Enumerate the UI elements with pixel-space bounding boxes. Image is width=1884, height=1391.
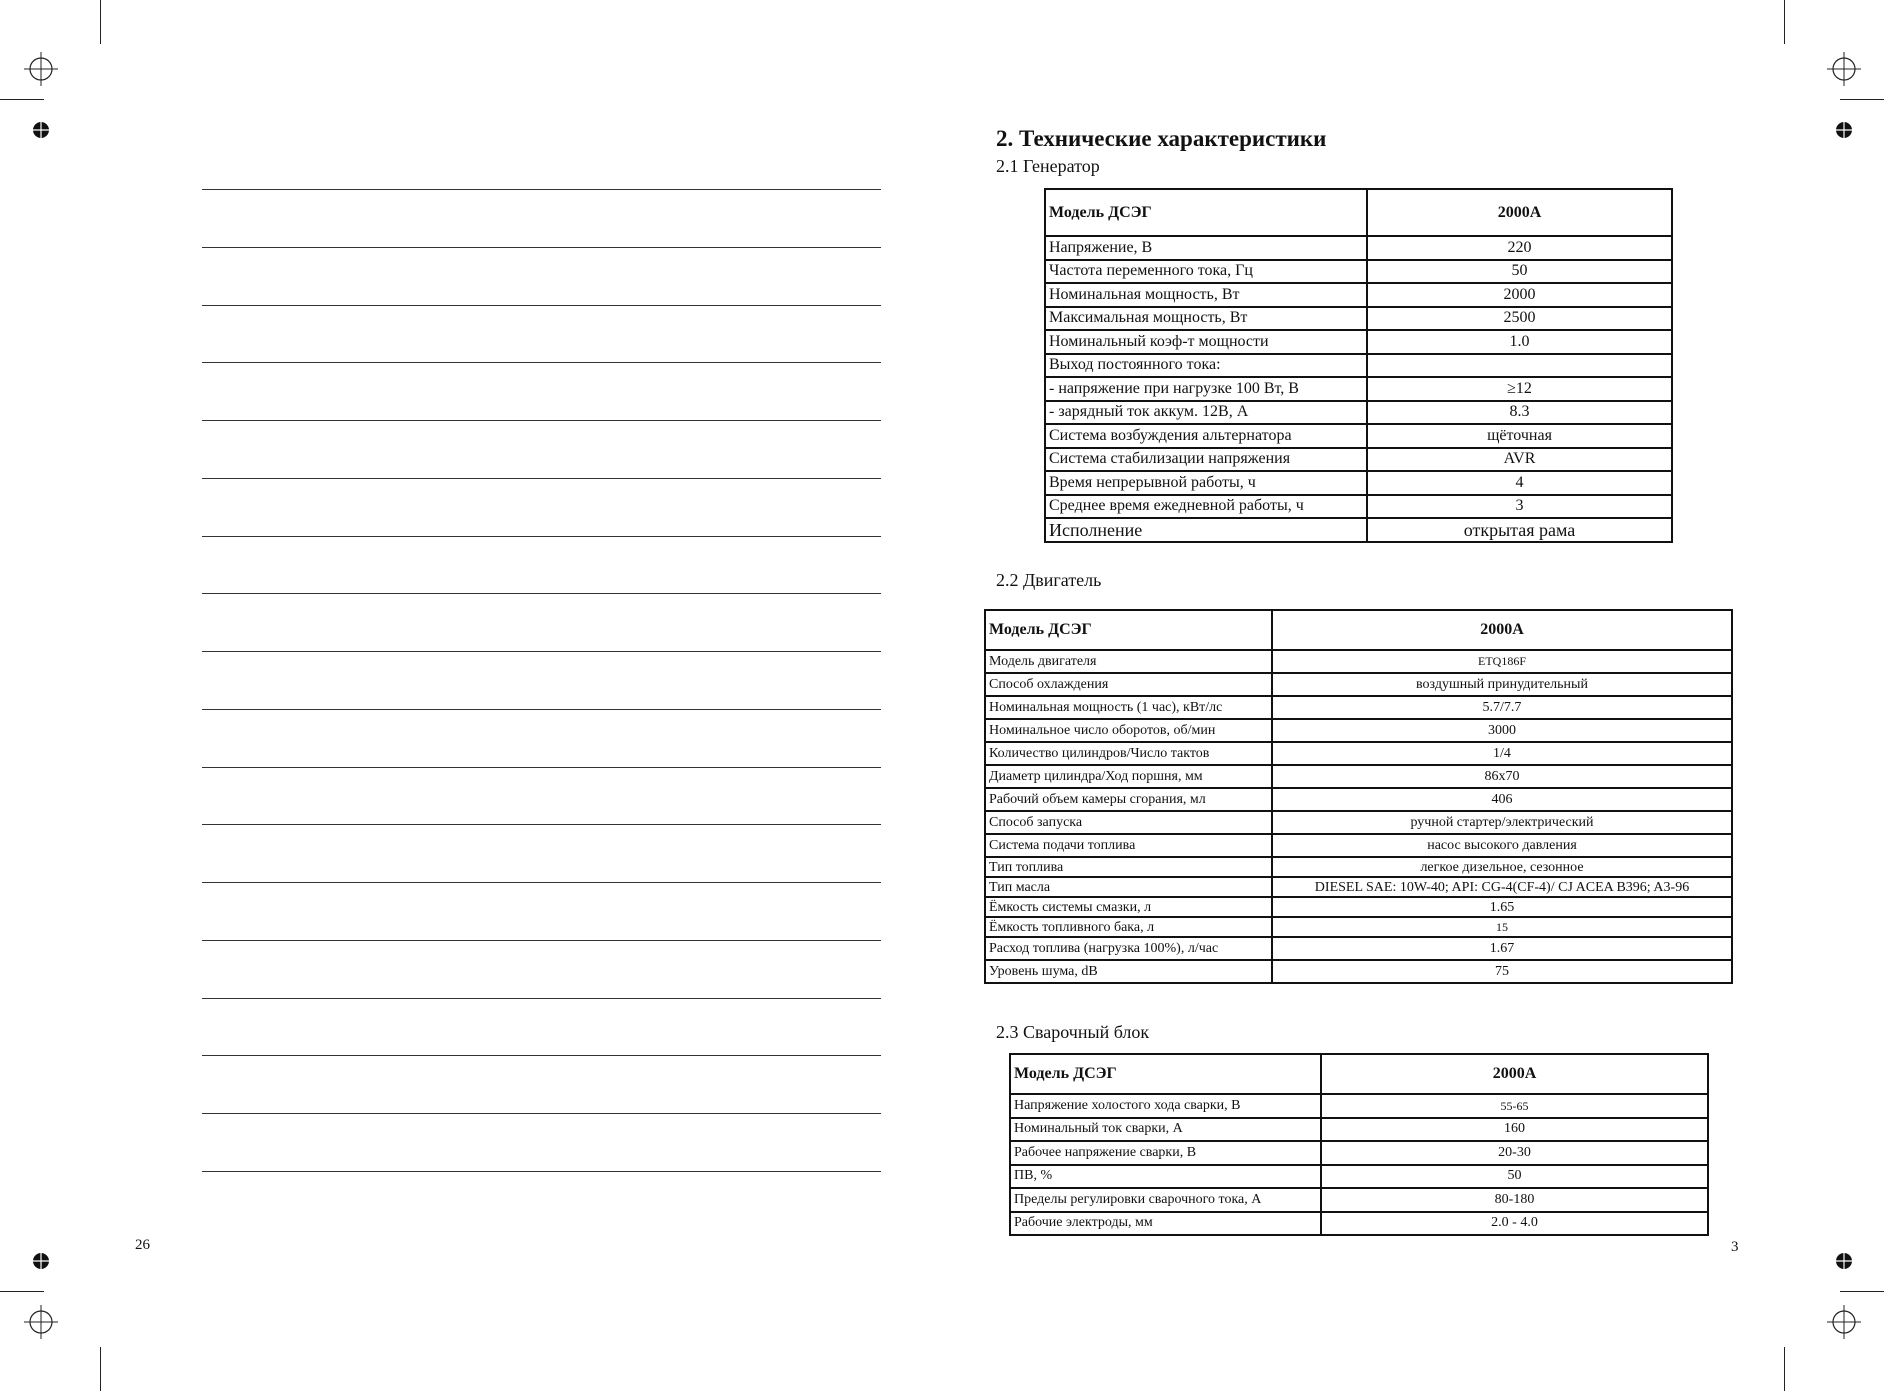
- note-line: [202, 767, 881, 768]
- note-line: [202, 709, 881, 710]
- table-row: [985, 719, 1732, 742]
- table-row: [985, 877, 1732, 897]
- crop-mark: [100, 1347, 101, 1391]
- crop-mark: [0, 1291, 44, 1292]
- table-row: [1045, 495, 1672, 519]
- row-value: 8.3: [1367, 401, 1672, 425]
- table-row: [1010, 1141, 1708, 1165]
- crop-mark: [1784, 0, 1785, 44]
- section-title: 2. Технические характеристики: [996, 126, 1327, 151]
- table-row: [1010, 1094, 1708, 1118]
- registration-mark-icon: [24, 52, 58, 86]
- table-row: [985, 897, 1732, 917]
- row-value: 4: [1367, 471, 1672, 495]
- row-label: Количество цилиндров/Число тактов: [985, 742, 1272, 765]
- engine-spec-table: [984, 609, 1733, 984]
- row-label: Среднее время ежедневной работы, ч: [1045, 495, 1367, 519]
- table-row: [1045, 377, 1672, 401]
- row-label: Расход топлива (нагрузка 100%), л/час: [985, 937, 1272, 960]
- row-label: Номинальный коэф-т мощности: [1045, 330, 1367, 354]
- row-value: 50: [1321, 1165, 1708, 1189]
- table-row: [985, 960, 1732, 983]
- crop-mark: [1784, 1347, 1785, 1391]
- row-label: Модель двигателя: [985, 650, 1272, 673]
- row-value: 2000: [1367, 283, 1672, 307]
- row-label: - напряжение при нагрузке 100 Вт, В: [1045, 377, 1367, 401]
- table-row: [985, 650, 1732, 673]
- registration-mark-icon: [1827, 1305, 1861, 1339]
- row-value: 3: [1367, 495, 1672, 519]
- header-label: Модель ДСЭГ: [985, 610, 1272, 650]
- page-number-left: 26: [135, 1237, 150, 1253]
- note-line: [202, 1055, 881, 1056]
- table-row: [985, 917, 1732, 937]
- note-line: [202, 305, 881, 306]
- registration-dot-icon: [1834, 1251, 1854, 1271]
- table-row: [1010, 1188, 1708, 1212]
- note-line: [202, 1171, 881, 1172]
- table-header-row: [985, 610, 1732, 650]
- row-value: 80-180: [1321, 1188, 1708, 1212]
- row-label: Рабочий объем камеры сгорания, мл: [985, 788, 1272, 811]
- note-line: [202, 478, 881, 479]
- table-row: [985, 742, 1732, 765]
- row-value: 3000: [1272, 719, 1732, 742]
- row-label: Ёмкость системы смазки, л: [985, 897, 1272, 917]
- row-value: воздушный принудительный: [1272, 673, 1732, 696]
- table-row: [1045, 330, 1672, 354]
- row-value: 20-30: [1321, 1141, 1708, 1165]
- table-row: [985, 696, 1732, 719]
- row-label: Система стабилизации напряжения: [1045, 448, 1367, 472]
- row-value: DIESEL SAE: 10W-40; API: CG-4(CF-4)/ CJ ACEA B396; A3-96: [1272, 877, 1732, 897]
- page-number-right: 3: [1731, 1239, 1739, 1255]
- row-label: Способ охлаждения: [985, 673, 1272, 696]
- row-label: Пределы регулировки сварочного тока, А: [1010, 1188, 1321, 1212]
- crop-mark: [100, 0, 101, 44]
- row-value: 406: [1272, 788, 1732, 811]
- registration-dot-icon: [1834, 120, 1854, 140]
- table-row: [985, 834, 1732, 857]
- row-value: 50: [1367, 260, 1672, 284]
- table-row: [1045, 260, 1672, 284]
- row-value: щёточная: [1367, 424, 1672, 448]
- row-value: 15: [1272, 917, 1732, 937]
- registration-mark-icon: [1827, 52, 1861, 86]
- row-value: [1367, 354, 1672, 378]
- note-line: [202, 593, 881, 594]
- row-value: 2500: [1367, 307, 1672, 331]
- table-row: [985, 765, 1732, 788]
- row-label: Диаметр цилиндра/Ход поршня, мм: [985, 765, 1272, 788]
- row-label: Номинальная мощность, Вт: [1045, 283, 1367, 307]
- table-row: [985, 857, 1732, 877]
- row-label: Тип масла: [985, 877, 1272, 897]
- row-value: ручной стартер/электрический: [1272, 811, 1732, 834]
- crop-mark: [1840, 99, 1884, 100]
- note-line: [202, 651, 881, 652]
- table-row: [1045, 518, 1672, 542]
- row-label: Способ запуска: [985, 811, 1272, 834]
- header-value: 2000A: [1272, 610, 1732, 650]
- row-value: 1.65: [1272, 897, 1732, 917]
- note-line: [202, 536, 881, 537]
- row-label: Рабочие электроды, мм: [1010, 1212, 1321, 1236]
- row-label: Частота переменного тока, Гц: [1045, 260, 1367, 284]
- row-label: ПВ, %: [1010, 1165, 1321, 1189]
- registration-dot-icon: [31, 120, 51, 140]
- table-row: [1010, 1165, 1708, 1189]
- row-label: Номинальная мощность (1 час), кВт/лс: [985, 696, 1272, 719]
- note-line: [202, 247, 881, 248]
- generator-spec-table: [1044, 188, 1673, 543]
- note-line: [202, 189, 881, 190]
- row-value: 86x70: [1272, 765, 1732, 788]
- table-row: [1045, 283, 1672, 307]
- row-label: Исполнение: [1045, 518, 1367, 542]
- table-row: [1045, 471, 1672, 495]
- row-label: Номинальное число оборотов, об/мин: [985, 719, 1272, 742]
- table-header-row: [1010, 1054, 1708, 1094]
- table-row: [1045, 448, 1672, 472]
- welding-subtitle: 2.3 Сварочный блок: [996, 1022, 1150, 1042]
- welding-spec-table: [1009, 1053, 1709, 1236]
- table-row: [1045, 236, 1672, 260]
- crop-mark: [0, 99, 44, 100]
- row-value: 75: [1272, 960, 1732, 983]
- row-value: легкое дизельное, сезонное: [1272, 857, 1732, 877]
- note-line: [202, 998, 881, 999]
- row-label: Время непрерывной работы, ч: [1045, 471, 1367, 495]
- row-value: 55-65: [1321, 1094, 1708, 1118]
- note-line: [202, 420, 881, 421]
- header-value: 2000A: [1367, 189, 1672, 236]
- row-label: Выход постоянного тока:: [1045, 354, 1367, 378]
- registration-dot-icon: [31, 1251, 51, 1271]
- row-label: Тип топлива: [985, 857, 1272, 877]
- row-value: 160: [1321, 1118, 1708, 1142]
- note-line: [202, 940, 881, 941]
- row-value: 5.7/7.7: [1272, 696, 1732, 719]
- row-value: насос высокого давления: [1272, 834, 1732, 857]
- row-value: ETQ186F: [1272, 650, 1732, 673]
- table-row: [985, 788, 1732, 811]
- row-value: открытая рама: [1367, 518, 1672, 542]
- row-value: 2.0 - 4.0: [1321, 1212, 1708, 1236]
- header-value: 2000A: [1321, 1054, 1708, 1094]
- row-value: ≥12: [1367, 377, 1672, 401]
- row-value: 220: [1367, 236, 1672, 260]
- table-row: [1045, 307, 1672, 331]
- note-line: [202, 882, 881, 883]
- row-label: Ёмкость топливного бака, л: [985, 917, 1272, 937]
- generator-subtitle: 2.1 Генератор: [996, 156, 1100, 176]
- note-line: [202, 362, 881, 363]
- row-label: - зарядный ток аккум. 12В, А: [1045, 401, 1367, 425]
- crop-mark: [1840, 1291, 1884, 1292]
- header-label: Модель ДСЭГ: [1045, 189, 1367, 236]
- row-value: 1.0: [1367, 330, 1672, 354]
- table-row: [1010, 1212, 1708, 1236]
- row-label: Система подачи топлива: [985, 834, 1272, 857]
- row-label: Система возбуждения альтернатора: [1045, 424, 1367, 448]
- row-label: Напряжение, В: [1045, 236, 1367, 260]
- table-row: [985, 811, 1732, 834]
- row-value: 1.67: [1272, 937, 1732, 960]
- registration-mark-icon: [24, 1305, 58, 1339]
- table-header-row: [1045, 189, 1672, 236]
- row-label: Номинальный ток сварки, А: [1010, 1118, 1321, 1142]
- row-label: Уровень шума, dB: [985, 960, 1272, 983]
- engine-subtitle: 2.2 Двигатель: [996, 570, 1102, 590]
- table-row: [1045, 354, 1672, 378]
- table-row: [1010, 1118, 1708, 1142]
- row-value: 1/4: [1272, 742, 1732, 765]
- note-line: [202, 1113, 881, 1114]
- row-label: Рабочее напряжение сварки, В: [1010, 1141, 1321, 1165]
- row-value: AVR: [1367, 448, 1672, 472]
- table-row: [1045, 401, 1672, 425]
- table-row: [985, 937, 1732, 960]
- table-row: [985, 673, 1732, 696]
- table-row: [1045, 424, 1672, 448]
- row-label: Напряжение холостого хода сварки, В: [1010, 1094, 1321, 1118]
- note-line: [202, 824, 881, 825]
- header-label: Модель ДСЭГ: [1010, 1054, 1321, 1094]
- row-label: Максимальная мощность, Вт: [1045, 307, 1367, 331]
